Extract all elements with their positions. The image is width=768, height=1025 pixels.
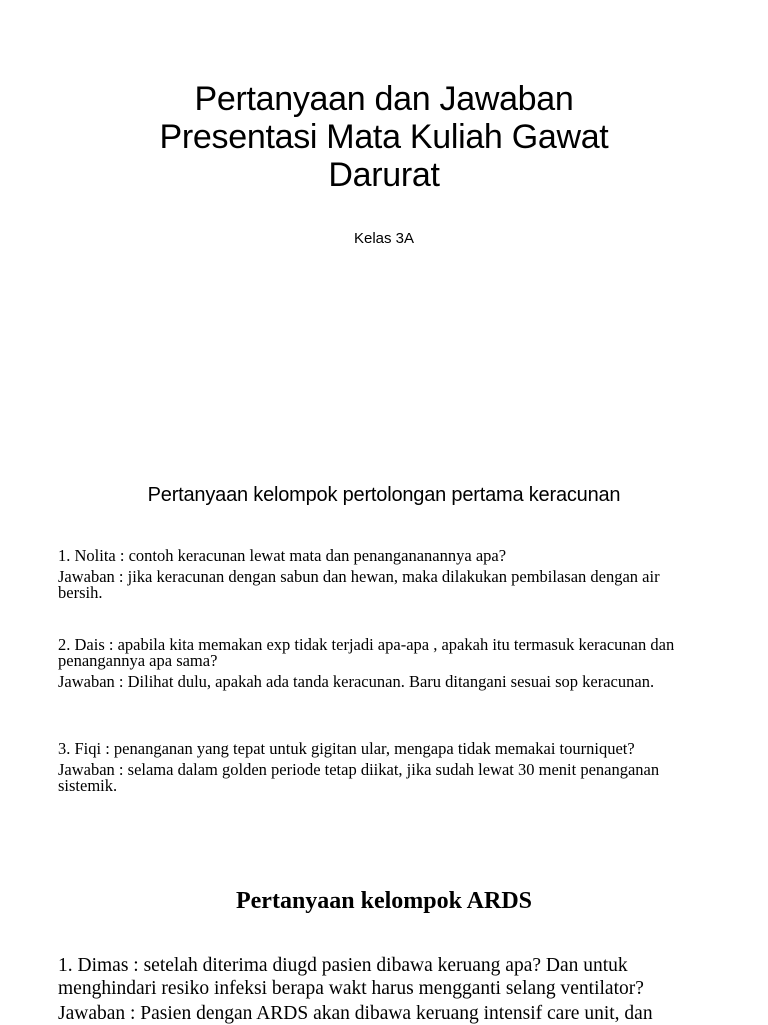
answer-text: Jawaban : selama dalam golden periode tetap diikat, jika sudah lewat 30 menit penanganan sistemik.	[58, 760, 660, 795]
subtitle: Kelas 3A	[353, 230, 415, 247]
section-heading-ards: Pertanyaan kelompok ARDS	[235, 888, 533, 914]
qa-item-2	[58, 637, 698, 690]
question-text: 1. Nolita : contoh keracunan lewat mata dan penangananannya apa?	[58, 546, 507, 565]
qa-item-1	[58, 548, 698, 601]
title-line-1: Pertanyaan dan Jawaban	[194, 80, 574, 118]
question-text: 2. Dais : apabila kita memakan exp tidak terjadi apa-apa , apakah itu termasuk keracunan dan penangannya apa sama?	[58, 635, 675, 670]
answer-text: Jawaban : Pasien dengan ARDS akan dibawa keruang intensif care unit, dan	[58, 1003, 653, 1024]
qa-item-ards-1	[58, 954, 718, 1025]
page-title	[0, 80, 768, 194]
section-heading-keracunan: Pertanyaan kelompok pertolongan pertama keracunan	[147, 484, 621, 506]
question-text: 1. Dimas : setelah diterima diugd pasien dibawa keruang apa? Dan untuk menghindari resiko infeksi berapa wakt harus mengganti selang ventilator?	[58, 955, 644, 999]
title-line-2: Presentasi Mata Kuliah Gawat	[159, 118, 609, 156]
answer-text: Jawaban : jika keracunan dengan sabun dan hewan, maka dilakukan pembilasan dengan air bersih.	[58, 567, 660, 602]
title-line-3: Darurat	[328, 156, 440, 194]
qa-item-3	[58, 741, 698, 794]
answer-text: Jawaban : Dilihat dulu, apakah ada tanda keracunan. Baru ditangani sesuai sop keracunan.	[58, 672, 655, 691]
question-text: 3. Fiqi : penanganan yang tepat untuk gigitan ular, mengapa tidak memakai tourniquet?	[58, 739, 635, 758]
